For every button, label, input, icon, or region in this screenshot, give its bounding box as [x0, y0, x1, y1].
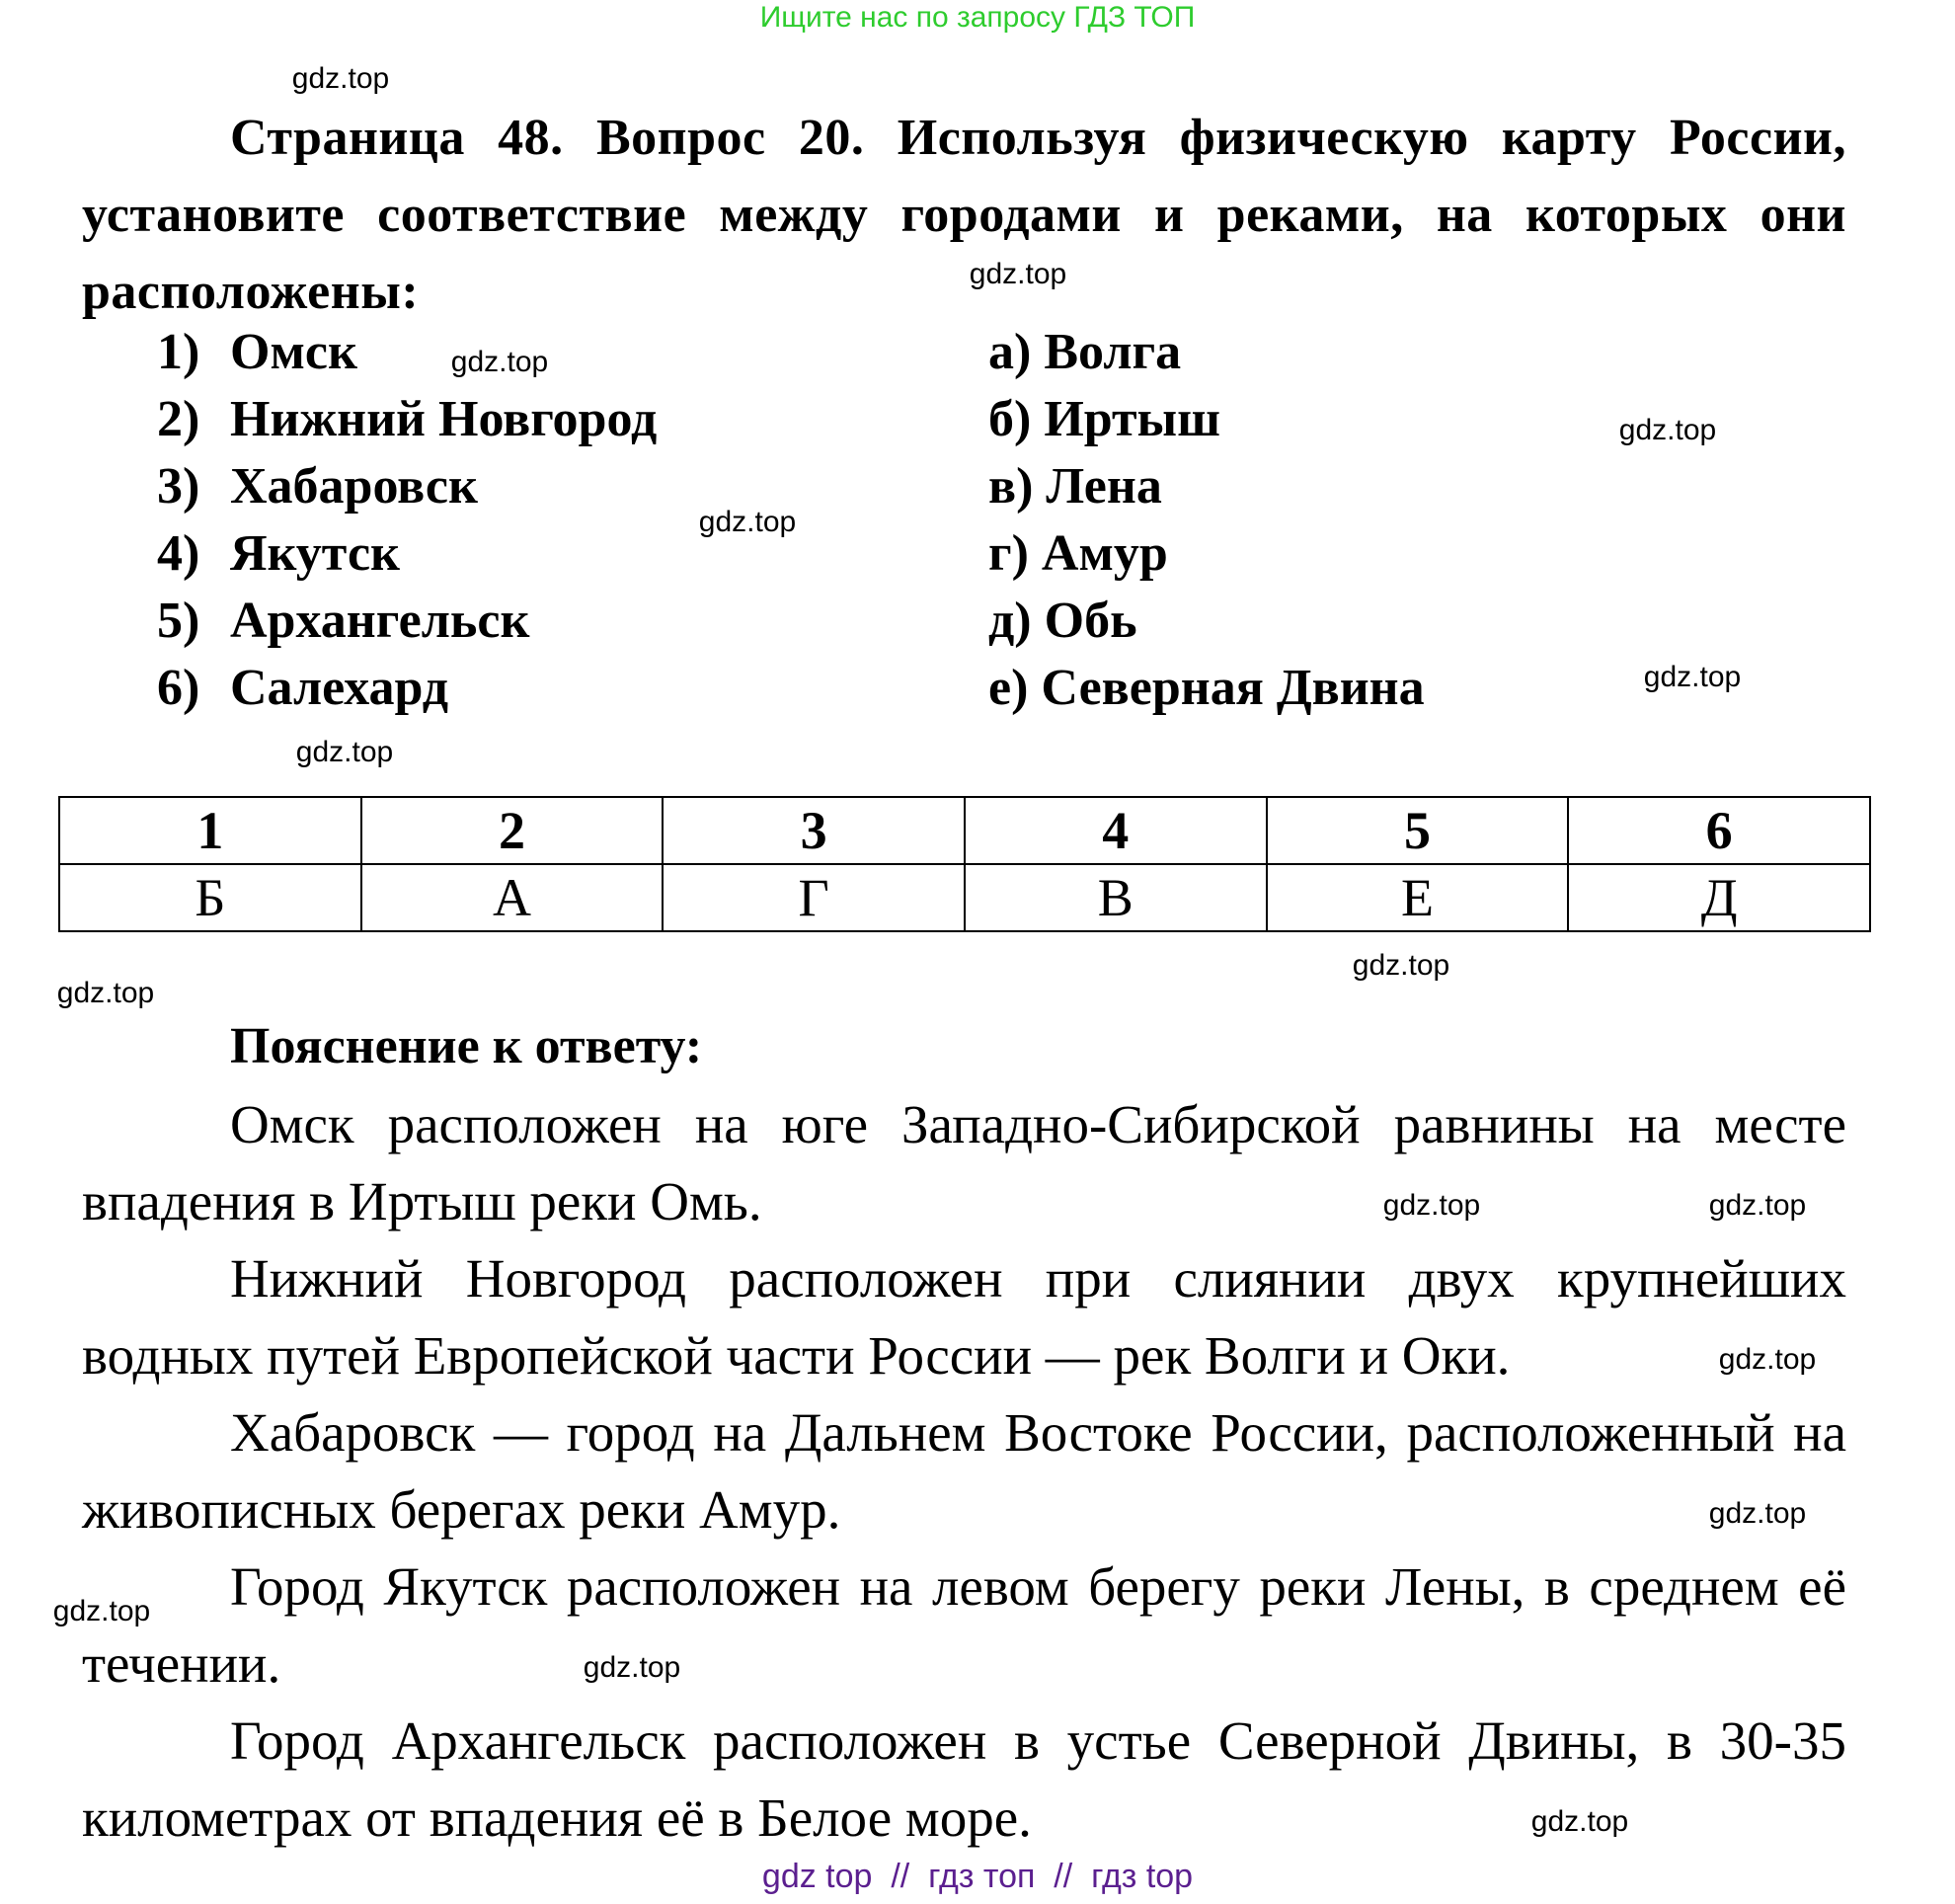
answer-cell: Д: [1568, 864, 1870, 931]
search-banner: Ищите нас по запросу ГДЗ ТОП: [759, 1, 1196, 34]
watermark: gdz.top: [969, 258, 1067, 290]
watermark: gdz.top: [1618, 414, 1717, 446]
header-cell: 3: [663, 797, 965, 864]
explanation-paragraph: Город Архангельск расположен в устье Северной Двины, в 30-35 километрах от впадения её в Белое море.: [82, 1710, 1846, 1848]
river-item: е) Северная Двина: [988, 660, 1425, 716]
city-item: [157, 655, 657, 722]
watermark: gdz.top: [698, 506, 797, 538]
answer-cell: Г: [663, 864, 965, 931]
explanation-paragraph: Хабаровск — город на Дальнем Востоке России, расположенный на живописных берегах реки Амур.: [82, 1402, 1846, 1540]
city-item: [157, 319, 657, 386]
city-name: Салехард: [230, 660, 449, 716]
city-number: 2): [157, 391, 200, 447]
watermark: gdz.top: [1352, 949, 1450, 982]
watermark: gdz.top: [295, 736, 394, 768]
header-cell: 6: [1568, 797, 1870, 864]
cities-list: [157, 319, 657, 722]
watermark: gdz.top: [1643, 661, 1742, 693]
answer-cell: Е: [1267, 864, 1569, 931]
rivers-list: [988, 319, 1425, 722]
header-cell: 5: [1267, 797, 1569, 864]
city-item: [157, 453, 657, 520]
watermark: gdz.top: [1718, 1343, 1817, 1376]
city-number: 4): [157, 525, 200, 582]
watermark: gdz.top: [1708, 1189, 1807, 1222]
watermark: gdz.top: [52, 1595, 151, 1627]
city-number: 3): [157, 458, 200, 515]
explanation-paragraph: Нижний Новгород расположен при слиянии двух крупнейших водных путей Европейской части России — рек Волги и Оки.: [82, 1248, 1846, 1386]
city-name: Нижний Новгород: [230, 391, 658, 447]
explanation-paragraph: Город Якутск расположен на левом берегу реки Лены, в среднем её течении.: [82, 1556, 1846, 1694]
river-item: д) Обь: [988, 593, 1137, 649]
watermark: gdz.top: [291, 62, 390, 95]
city-item: [157, 386, 657, 453]
city-number: 6): [157, 660, 200, 716]
river-item: а) Волга: [988, 324, 1182, 380]
city-name: Якутск: [230, 525, 400, 582]
watermark: gdz.top: [1530, 1805, 1629, 1838]
answer-table-values-row: [59, 864, 1870, 931]
header-cell: 4: [965, 797, 1267, 864]
explanation-body: [82, 1086, 1846, 1857]
city-name: Хабаровск: [230, 458, 478, 515]
answer-cell: А: [361, 864, 664, 931]
answer-table: [58, 796, 1871, 932]
answer-table-header-row: [59, 797, 1870, 864]
explanation-heading: Пояснение к ответу:: [230, 1018, 703, 1074]
city-number: 1): [157, 324, 200, 380]
footer-watermark: gdz top // гдз топ // гдз top: [761, 1858, 1194, 1895]
river-item: г) Амур: [988, 525, 1168, 582]
watermark: gdz.top: [56, 977, 155, 1009]
city-item: [157, 588, 657, 655]
header-cell: 1: [59, 797, 361, 864]
watermark: gdz.top: [450, 346, 549, 378]
header-cell: 2: [361, 797, 664, 864]
watermark: gdz.top: [583, 1651, 681, 1684]
question-title: Страница 48. Вопрос 20. Используя физическую карту России, установите соответствие между городами и реками, на которых они расположены:: [82, 110, 1846, 320]
watermark: gdz.top: [1708, 1497, 1807, 1530]
city-number: 5): [157, 593, 200, 649]
answer-cell: В: [965, 864, 1267, 931]
river-item: в) Лена: [988, 458, 1162, 515]
city-name: Архангельск: [230, 593, 530, 649]
explanation-paragraph: Омск расположен на юге Западно-Сибирской равнины на месте впадения в Иртыш реки Омь.: [82, 1094, 1846, 1231]
watermark: gdz.top: [1382, 1189, 1481, 1222]
answer-cell: Б: [59, 864, 361, 931]
city-name: Омск: [230, 324, 357, 380]
river-item: б) Иртыш: [988, 391, 1221, 447]
city-item: [157, 520, 657, 588]
